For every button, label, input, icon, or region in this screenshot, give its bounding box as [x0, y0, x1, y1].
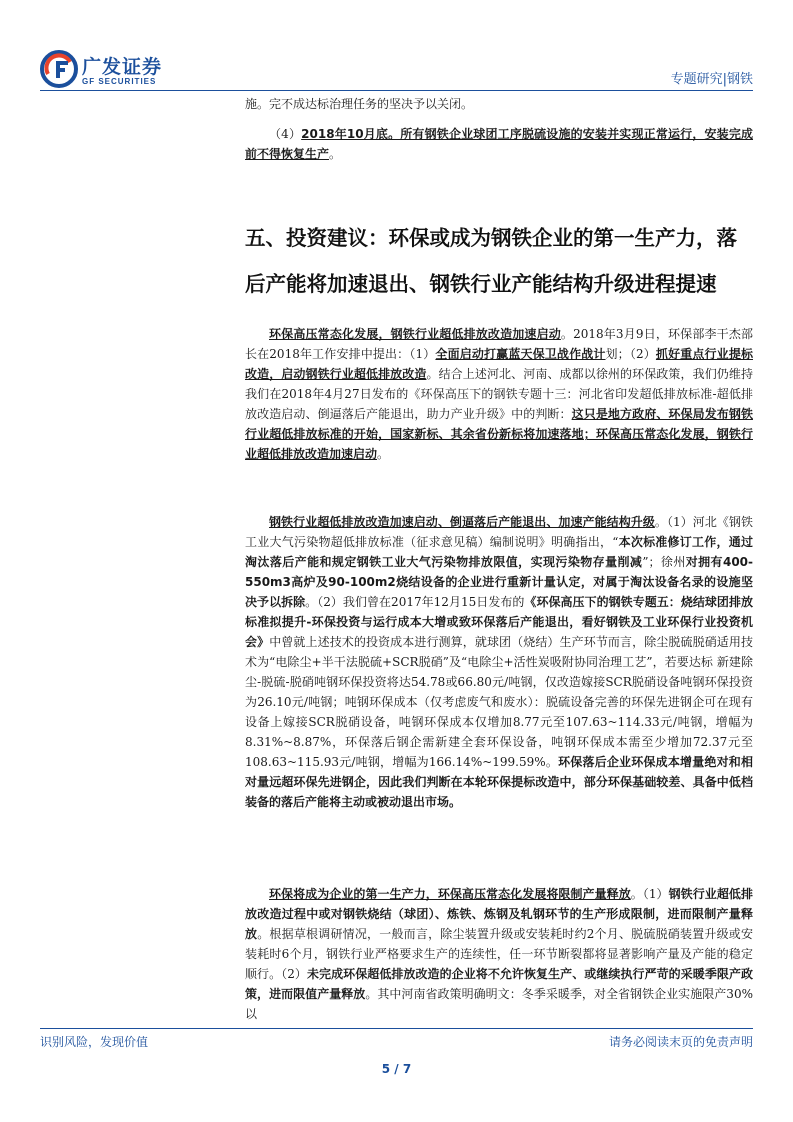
bold-text: 未完成环保超低排放改造的企业将不允许恢复生产、或继续执行严苛的采暖季限产政策，进而限值产量释放	[245, 967, 753, 1001]
bold-text: 《环保高压下的钢铁专题五：烧结球团排放标准拟提升-环保投资与运行成本大增或致环保落后产能退出，看好钢铁及工业环保行业投资机会》	[245, 595, 753, 649]
text: 。（2）我们曾在2017年12月15日发布的	[305, 595, 525, 609]
bold-underlined-text: 环保高压常态化发展，钢铁行业超低排放改造加速启动	[269, 327, 561, 341]
section-heading: 五、投资建议：环保或成为钢铁企业的第一生产力，落后产能将加速退出、钢铁行业产能结构升级进程提速	[245, 226, 737, 296]
bold-underlined-text: 抓好重点行业提标改造，启动钢铁行业超低排放改造	[245, 347, 753, 381]
footer-slogan: 识别风险，发现价值	[40, 1035, 149, 1049]
bold-underlined-text: 全面启动打赢蓝天保卫战作战计	[435, 347, 606, 361]
footer-divider	[40, 1028, 753, 1029]
text: 。2018年3月9日，环保部李干杰部长在2018年工作安排中提出：（1）	[245, 327, 753, 361]
report-category: 专题研究|钢铁	[670, 72, 753, 87]
bold-text: 钢铁行业超低排放改造过程中或对钢铁烧结（球团）、炼铁、炼钢及轧钢环节的生产形成限制，进而限制产量释放	[245, 887, 753, 941]
text: ”；徐州	[642, 555, 686, 569]
bold-underlined-text: 这只是地方政府、环保局发布钢铁行业超低排放标准的开始，国家新标、其余省份新标将加速落地；环保高压常态化发展，钢铁行业超低排放改造加速启动	[245, 407, 753, 461]
bold-underlined-text: 2018年10月底。所有钢铁企业球团工序脱硫设施的安装并实现正常运行，安装完成前不得恢复生产	[245, 127, 754, 161]
bold-text: 环保落后企业环保成本增量绝对和相对量远超环保先进钢企，因此我们判断在本轮环保提标改造中，部分环保基础较差、具备中低档装备的落后产能将主动或被动退出市场。	[245, 755, 753, 809]
bold-underlined-text: 环保将成为企业的第一生产力，环保高压常态化发展将限制产量释放	[269, 887, 631, 901]
logo-text-cn: 广发证券	[82, 56, 163, 78]
text: 。根据草根调研情况，一般而言，除尘装置升级或安装耗时约2个月、脱硫脱硝装置升级或安装耗时6个月，钢铁行业严格要求生产的连续性，任一环节断裂都将显著影响产量及产能的稳定顺行。（2）	[245, 927, 753, 981]
text: 。	[377, 447, 390, 461]
text: 。结合上述河北、河南、成都以徐州的环保政策，我们仍维持我们在2018年4月27日发布的《环保高压下的钢铁专题十三：河北省印发超低排放标准-超低排放改造启动、倒逼落后产能退出，助力产业升级》中的判断：	[245, 367, 753, 421]
text: （4）	[269, 127, 302, 141]
footer-disclaimer: 请务必阅读末页的免责声明	[608, 1035, 753, 1049]
paragraph-item-4	[245, 124, 753, 164]
text: 划；（2）	[605, 347, 656, 361]
paragraph-policy	[245, 324, 753, 464]
paragraph-continuation	[245, 94, 753, 114]
gf-logo-icon	[40, 50, 78, 88]
text: 施。完不成达标治理任务的坚决予以关闭。	[245, 97, 474, 111]
bold-underlined-text: 钢铁行业超低排放改造加速启动、倒逼落后产能退出、加速产能结构升级	[269, 515, 655, 529]
text: 。其中河南省政策明确明文：冬季采暖季，对全省钢铁企业实施限产30%以	[245, 987, 753, 1021]
page-number: 5 / 7	[381, 1062, 412, 1076]
paragraph-upgrade	[245, 512, 753, 812]
header-divider	[40, 90, 753, 91]
bold-text: 对拥有400-550m3高炉及90-100m2烧结设备的企业进行重新计量认定，对属于淘汰设备名录的设施坚决予以拆除	[245, 555, 753, 609]
paragraph-productivity	[245, 884, 753, 1024]
logo-text-en: GF SECURITIES	[82, 77, 157, 86]
text: 。	[329, 147, 342, 161]
bold-text: 本次标准修订工作，通过淘汰落后产能和规定钢铁工业大气污染物排放限值，实现污染物存量削减	[245, 535, 753, 569]
text: 。（1）	[630, 887, 669, 901]
text: 。（1）河北《钢铁工业大气污染物超低排放标准（征求意见稿）编制说明》明确指出，“	[245, 515, 753, 549]
gf-securities-logo	[40, 50, 180, 94]
text: 中曾就上述技术的投资成本进行测算，就球团（烧结）生产环节而言，除尘脱硫脱硝适用技术为“电除尘+半干法脱硫+SCR脱硝”及“电除尘+活性炭吸附协同治理工艺”，若要达标 新建除尘-脱硫-脱硝吨钢环保投资将达54.78或66.80元/吨钢，仅改造嫁接SCR脱硝设备吨钢环保投资为26.10元/吨钢；吨钢环保成本（仅考虑废气和废水）：脱硫设备完善的环保先进钢企可在现有设备上嫁接SCR脱硝设备，吨钢环保成本仅增加8.77元至107.63~114.33元/吨钢，增幅为8.31%~8.87%，环保落后钢企需新建全套环保设备，吨钢环保成本需至少增加72.37元至108.63~115.93元/吨钢，增幅为166.14%~199.59%。	[245, 635, 753, 769]
page-header	[0, 0, 793, 95]
